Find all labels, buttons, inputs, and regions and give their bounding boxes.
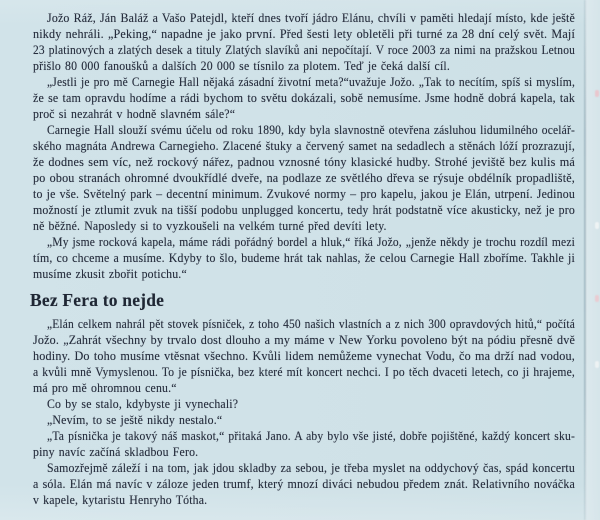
text-line: že se tam opravdu hodíme a rádi bychom to světu dokázali, sobě nemusíme. Jsme hodně dobrá kapela, tak (33, 90, 575, 105)
text-line: piny navíc začíná skladbou Fero. (33, 444, 199, 459)
text-line: a kvůli mně Vymyslenou. To je písnička, bez které mít koncert nechci. I po těch dvaceti letech, co ji hrajeme, (33, 364, 575, 379)
text-line: Jožo Ráž, Ján Baláž a Vašo Patejdl, kteří dnes tvoří jádro Elánu, chvíli v paměti hledají místo, kde ještě (47, 10, 575, 25)
text-line: Carnegie Hall slouží svému účelu od roku 1890, kdy byla slavnostně otevřena zásluhou lidumilného ocelář- (47, 122, 575, 137)
text-line: hodiny. Do toho musíme vtěsnat všechno. Kvůli lidem nemůžeme vynechat Vodu, čo ma drží nad vodou, (33, 348, 575, 363)
text-line: Co by se stalo, kdybyste ji vynechali? (47, 396, 239, 411)
text-line: ského magnáta Andrewa Carnegieho. Zlacené štuky a červený samet na sedadlech a stěnách lóží prozrazují, (33, 138, 575, 153)
text-line: musíme zkusit zbořit potichu.“ (33, 266, 187, 281)
text-line: Jožo. „Zahrát všechny by trvalo dost dlouho a my máme v New Yorku povoleno být na pódiu přesně dvě (33, 332, 575, 347)
text-line: možností je ztlumit zvuk na tišší podobu unplugged koncertu, tedy hrát podstatně více akusticky, než je pro (33, 202, 575, 217)
text-line: ně běžné. Naposledy si to vyzkoušeli na velkém turné před devíti lety. (33, 218, 387, 233)
text-line: v kapele, kytaristu Henryho Tótha. (33, 492, 208, 507)
text-line: „Elán celkem nahrál pět stovek písniček, z toho 450 našich vlastních a z nich 300 opravdových hitů,“ počítá (47, 316, 575, 331)
text-line: proč si nezahrát v hodně slavném sále?“ (33, 106, 236, 121)
text-line: „Ta písnička je takový náš maskot,“ přitaká Jano. A aby bylo vše jisté, dobře pojištěné, každý koncert sku- (47, 428, 575, 443)
text-line: a sóla. Elán má navíc v záloze jeden trumf, který mnozí diváci nebudou předem znát. Relativního nováčka (33, 476, 575, 491)
text-line: Samozřejmě záleží i na tom, jak jdou skladby za sebou, je třeba myslet na oddychový čas, spád koncertu (47, 460, 575, 475)
text-line: to je vše. Světelný park – decentní minimum. Zvukové normy – pro kapelu, jakou je Elán, utrpení. Jedinou (33, 186, 575, 201)
text-line: nikdy nehráli. „Peking,“ napadne je jako první. Před šesti lety obletěli při turné za 28 dní celý svět. Mají (33, 26, 575, 41)
scan-artifact-mark (595, 361, 599, 368)
text-line: přišlo 80 000 fanoušků a dalších 20 000 se tísnilo za plotem. Teď je čeká další cíl. (33, 58, 451, 73)
scan-artifact-mark (595, 295, 599, 302)
text-line: tím, co chceme a musíme. Kdyby to šlo, budeme hrát tak nahlas, že celou Carnegie Hall zboříme. Takhle ji (33, 250, 575, 265)
scan-artifact-mark (595, 222, 599, 229)
text-line: že dodnes sem víc, než rockový nářez, padnou vznosné tóny klasické hudby. Strohé jeviště bez kulis má (33, 154, 575, 169)
text-line: má pro mě ohromnou cenu.“ (33, 380, 177, 395)
text-line: „Jestli je pro mě Carnegie Hall nějaká zásadní životní meta?“uvažuje Jožo. „Tak to necítím, spíš si myslím, (47, 74, 575, 89)
text-line: 23 platinových a zlatých desek a tituly Zlatých slavíků ani nepočítají. V roce 2003 za nimi na pražskou Letnou (33, 42, 575, 57)
scan-artifact-mark (595, 90, 599, 97)
text-line: po obou stranách ohromné dvoukřídlé dveře, na podlaze ze světlého dřeva se rýsuje obdélník propadliště, (33, 170, 575, 185)
section-heading: Bez Fera to nejde (30, 290, 165, 310)
text-line: „My jsme rocková kapela, máme rádi pořádný bordel a hluk,“ říká Jožo, „jenže někdy je trochu rozdíl mezi (47, 234, 575, 249)
text-line: „Nevím, to se ještě nikdy nestalo.“ (47, 412, 223, 427)
